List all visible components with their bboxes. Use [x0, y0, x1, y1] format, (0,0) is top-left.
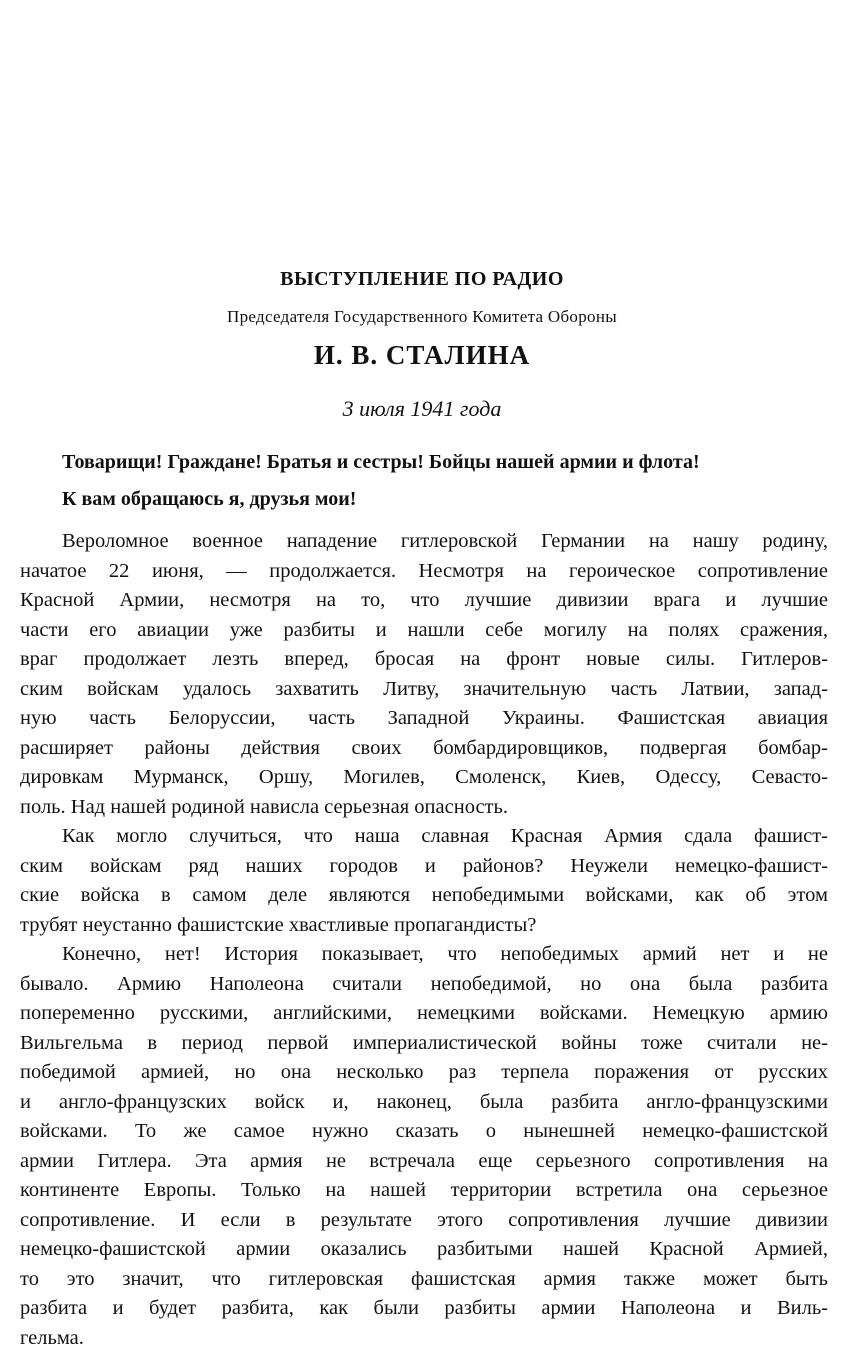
text-line: Красной Армии, несмотря на то, что лучшие дивизии врага и лучшие: [20, 589, 828, 611]
greeting-line-1: Товарищи! Граждане! Братья и сестры! Бойцы нашей армии и флота!: [62, 451, 700, 473]
paragraph: [20, 940, 828, 1353]
document-title: ВЫСТУПЛЕНИЕ ПО РАДИО: [280, 268, 564, 290]
text-line: армии Гитлера. Эта армия не встречала еще серьезного сопротивления на: [20, 1149, 828, 1172]
text-line: части его авиации уже разбиты и нашли себе могилу на полях сражения,: [20, 618, 828, 641]
text-line: расширяет районы действия своих бомбардировщиков, подвергая бомбар-: [20, 736, 828, 759]
paragraph: [20, 822, 828, 940]
text-line: войсками. То же самое нужно сказать о нынешней немецко-фашистской: [20, 1120, 828, 1142]
text-line: Конечно, нет! История показывает, что непобедимых армий нет и не: [62, 943, 828, 965]
text-line: бывало. Армию Наполеона считали непобедимой, но она была разбита: [20, 972, 828, 995]
text-line: ским войскам ряд наших городов и районов? Неужели немецко-фашист-: [20, 854, 828, 877]
text-line: сопротивление. И если в результате этого сопротивления лучшие дивизии: [20, 1208, 828, 1231]
text-line: Вильгельма в период первой империалистической войны тоже считали не-: [20, 1031, 828, 1054]
document-subtitle: Председателя Государственного Комитета Обороны: [227, 307, 617, 326]
text-line: ским войскам удалось захватить Литву, значительную часть Латвии, запад-: [20, 677, 828, 700]
text-line: гельма.: [20, 1326, 84, 1349]
text-line: Вероломное военное нападение гитлеровской Германии на нашу родину,: [62, 530, 828, 552]
text-line: дировкам Мурманск, Оршу, Могилев, Смоленск, Киев, Одессу, Севасто-: [20, 766, 828, 788]
text-line: враг продолжает лезть вперед, бросая на фронт новые силы. Гитлеров-: [20, 648, 828, 670]
text-line: победимой армией, но она несколько раз терпела поражения от русских: [20, 1061, 828, 1083]
text-line: ские войска в самом деле являются непобедимыми войсками, как об этом: [20, 884, 828, 906]
speech-date: 3 июля 1941 года: [342, 396, 502, 421]
text-line: ную часть Белоруссии, часть Западной Украины. Фашистская авиация: [20, 707, 828, 729]
text-line: попеременно русскими, английскими, немецкими войсками. Немецкую армию: [20, 1002, 828, 1024]
speech-body: [20, 527, 828, 1353]
text-line: трубят неустанно фашистские хвастливые пропагандисты?: [20, 913, 537, 936]
text-line: поль. Над нашей родиной нависла серьезная опасность.: [20, 795, 508, 818]
text-line: начатое 22 июня, — продолжается. Несмотря на героическое сопротивление: [20, 559, 828, 582]
text-line: разбита и будет разбита, как были разбиты армии Наполеона и Виль-: [20, 1297, 828, 1319]
paragraph: [20, 527, 828, 822]
text-line: Как могло случиться, что наша славная Красная Армия сдала фашист-: [62, 825, 828, 847]
text-line: и англо-французских войск и, наконец, была разбита англо-французскими: [20, 1090, 828, 1113]
greeting-line-2: К вам обращаюсь я, друзья мои!: [62, 488, 357, 510]
speaker-name: И. В. СТАЛИНА: [313, 340, 531, 370]
text-line: немецко-фашистской армии оказались разбитыми нашей Красной Армией,: [20, 1238, 828, 1260]
text-line: то это значит, что гитлеровская фашистская армия также может быть: [20, 1267, 828, 1290]
text-line: континенте Европы. Только на нашей территории встретила она серьезное: [20, 1179, 828, 1201]
